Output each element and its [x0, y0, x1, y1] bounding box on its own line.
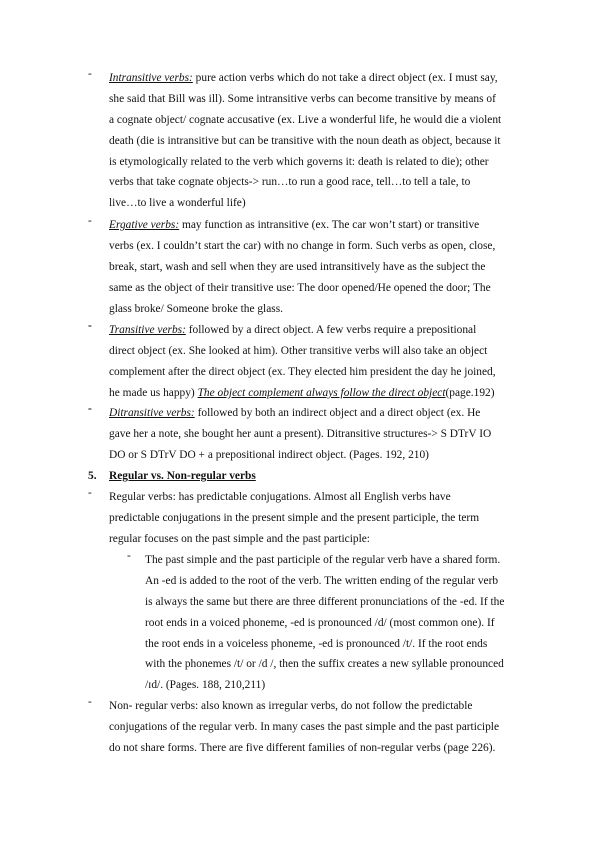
- text-line: verbs that take cognate objects-> run…to run a good race, tell…to tell a tale, to: [109, 176, 471, 189]
- text-line: complement after the direct object (ex. They elected him president the day he joined,: [109, 365, 496, 378]
- text-line: death (die is intransitive but can be transitive with the noun death as object, because it: [109, 134, 501, 147]
- list-bullet: -: [88, 487, 92, 499]
- text-line: followed by both an indirect object and a direct object (ex. He: [194, 407, 481, 419]
- list-bullet: -: [88, 696, 92, 708]
- text-line: he made us happy): [109, 386, 198, 399]
- text-line: may function as intransitive (ex. The car won’t start) or transitive: [179, 219, 480, 231]
- text-line: direct object (ex. She looked at him). Other transitive verbs will also take an object: [109, 344, 488, 357]
- section-title: Regular vs. Non-regular verbs: [109, 470, 256, 482]
- text-line: An -ed is added to the root of the verb. The written ending of the regular verb: [145, 574, 499, 587]
- term-transitive: Transitive verbs:: [109, 324, 186, 336]
- text-line: predictable conjugations in the present simple and the present participle, the term: [109, 511, 480, 524]
- text-line: /ɪd/. (Pages. 188, 210,211): [145, 679, 266, 692]
- emphasis-note: The object complement always follow the direct object: [197, 386, 446, 399]
- list-bullet: -: [88, 320, 92, 332]
- list-bullet: -: [88, 68, 92, 80]
- text-line: conjugations of the regular verb. In many cases the past simple and the past participle: [109, 720, 500, 733]
- text-line: do not share forms. There are five different families of non-regular verbs (page 226).: [109, 741, 496, 754]
- sub-list-bullet: -: [127, 550, 131, 562]
- list-bullet: -: [88, 403, 92, 415]
- text-line: glass broke/ Someone broke the glass.: [109, 302, 283, 315]
- text-line: pure action verbs which do not take a direct object (ex. I must say,: [192, 72, 498, 84]
- text-line: The past simple and the past participle of the regular verb have a shared form.: [145, 554, 501, 566]
- text-line: verbs (ex. I couldn’t start the car) with no change in form. Such verbs as open, close,: [109, 239, 496, 252]
- text-line: same as the object of their transitive use: The door opened/He opened the door; The: [109, 281, 491, 294]
- text-line: a cognate object/ cognate accusative (ex. Live a wonderful life, he would die a violent: [109, 113, 502, 126]
- text-line: she said that Bill was ill). Some intransitive verbs can become transitive by means of: [109, 92, 496, 105]
- text-line: gave her a note, she bought her aunt a present). Ditransitive structures-> S DTrV IO: [109, 427, 492, 440]
- term-intransitive: Intransitive verbs:: [109, 72, 193, 84]
- text-line: root ends in a voiced phoneme, -ed is pronounced /d/ (most common one). If: [145, 616, 495, 629]
- text-line: Non- regular verbs: also known as irregular verbs, do not follow the predictable: [109, 700, 473, 712]
- list-bullet: -: [88, 215, 92, 227]
- text-line: with the phonemes /t/ or /d /, then the suffix creates a new syllable pronounced: [145, 658, 504, 671]
- text-line: is always the same but there are three different pronunciations of the -ed. If the: [145, 595, 505, 608]
- text-line: regular focuses on the past simple and the past participle:: [109, 532, 370, 545]
- text-line: break, start, wash and sell when they are used intransitively have as the subject the: [109, 260, 486, 273]
- text-line: followed by a direct object. A few verbs require a prepositional: [185, 324, 477, 336]
- term-ditransitive: Ditransitive verbs:: [109, 407, 195, 419]
- text-line: DO or S DTrV DO + a prepositional indirect object. (Pages. 192, 210): [109, 448, 429, 461]
- page-ref: (page.192): [445, 386, 495, 399]
- text-line: Regular verbs: has predictable conjugations. Almost all English verbs have: [109, 491, 451, 503]
- text-line: the root ends in a voiceless phoneme, -ed is pronounced /t/. If the root ends: [145, 637, 488, 650]
- text-line: live…to live a wonderful life): [109, 197, 246, 210]
- section-number: 5.: [88, 470, 97, 482]
- text-line: is etymologically related to the verb which governs it: death is related to die); other: [109, 155, 489, 168]
- term-ergative: Ergative verbs:: [109, 219, 180, 231]
